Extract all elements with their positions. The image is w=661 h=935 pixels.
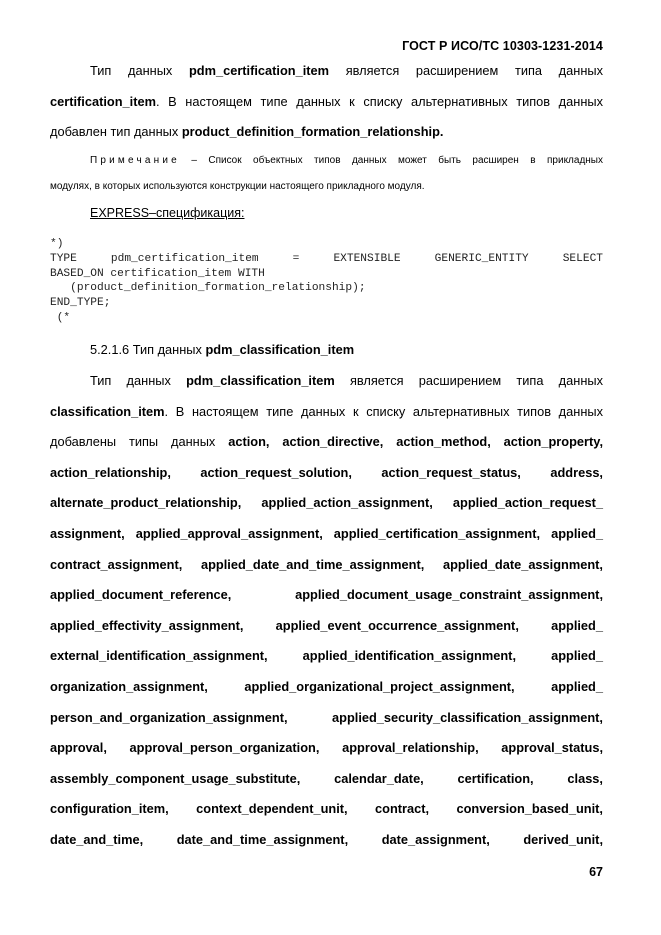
note-line [50, 146, 603, 175]
paragraph-line [50, 56, 603, 87]
paragraph-line [50, 427, 603, 458]
type-name: pdm_certification_item [188, 63, 330, 78]
code-line: *) [50, 238, 64, 250]
type-list-line: applied_effectivity_assignment, applied_event_occurrence_assignment, applied_ [50, 617, 603, 633]
paragraph-line [50, 397, 603, 428]
note-label: Примечание [90, 155, 180, 166]
paragraph-line [50, 87, 603, 118]
paragraph-line [50, 117, 603, 148]
note-text: Список объектных типов данных может быть расширен в прикладных [208, 155, 603, 166]
section-type-name: pdm_classification_item [205, 342, 355, 357]
type-list-line: configuration_item, context_dependent_unit, contract, conversion_based_unit, [50, 801, 603, 817]
paragraph-classification-item [50, 366, 603, 856]
type-list-line: contract_assignment, applied_date_and_time_assignment, applied_date_assignment, [50, 556, 603, 572]
note-line: модулях, в которых используются конструкции настоящего прикладного модуля. [50, 181, 425, 192]
text-run: Тип данных [90, 373, 187, 388]
page-number: 67 [589, 865, 603, 879]
express-spec-label: EXPRESS–спецификация: [90, 206, 245, 220]
code-line: TYPE pdm_certification_item = EXTENSIBLE GENERIC_ENTITY SELECT [50, 252, 603, 265]
type-name: classification_item [50, 403, 165, 419]
paragraph-line [50, 366, 603, 397]
type-list-line: organization_assignment, applied_organizational_project_assignment, applied_ [50, 678, 603, 694]
type-list-line: approval, approval_person_organization, approval_relationship, approval_status, [50, 740, 603, 756]
type-list-line: alternate_product_relationship, applied_action_assignment, applied_action_request_ [50, 495, 603, 511]
code-line: END_TYPE; [50, 297, 111, 310]
code-line: (product_definition_formation_relationship); [50, 282, 366, 295]
code-line: (* [50, 311, 71, 324]
type-list-line: assignment, applied_approval_assignment, applied_certification_assignment, applied_ [50, 525, 603, 541]
type-name: pdm_classification_item [186, 373, 335, 388]
section-number: 5.2.1.6 Тип данных [90, 342, 206, 357]
express-code-block [50, 237, 603, 326]
section-heading [90, 342, 354, 357]
type-list-line: external_identification_assignment, applied_identification_assignment, applied_ [50, 648, 603, 664]
type-list-line: applied_document_reference, applied_document_usage_constraint_assignment, [50, 587, 603, 603]
text-run: . В настоящем типе данных к списку альтернативных типов данных [155, 93, 603, 109]
paragraph-certification-item [50, 56, 603, 148]
text-run: добавлен тип данных [50, 124, 182, 140]
text-run: . В настоящем типе данных к списку альтернативных типов данных [164, 403, 603, 419]
text-run: является расширением типа данных [334, 373, 603, 388]
type-name: certification_item [50, 93, 156, 109]
type-list-line: date_and_time, date_and_time_assignment, date_assignment, derived_unit, [50, 831, 603, 847]
code-line: BASED_ON certification_item WITH [50, 267, 265, 280]
text-run: является расширением типа данных [329, 63, 603, 78]
standard-header: ГОСТ Р ИСО/ТС 10303-1231-2014 [402, 39, 603, 53]
type-list-line: assembly_component_usage_substitute, calendar_date, certification, class, [50, 770, 603, 786]
text-run: добавлены типы данных [50, 434, 229, 450]
type-name: product_definition_formation_relationship. [181, 124, 444, 140]
type-list: action, action_directive, action_method, action_property, [228, 434, 603, 450]
type-list-line: person_and_organization_assignment, applied_security_classification_assignment, [50, 709, 603, 725]
text-run: Тип данных [90, 63, 189, 78]
note-paragraph [50, 146, 603, 201]
type-list-line: action_relationship, action_request_solution, action_request_status, address, [50, 464, 603, 480]
note-dash: – [179, 155, 209, 166]
